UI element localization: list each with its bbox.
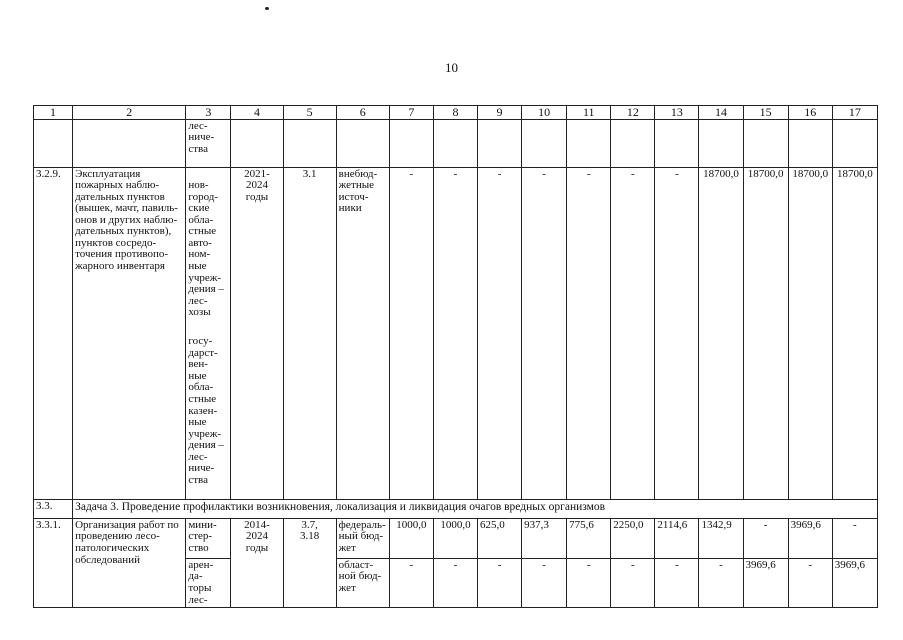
executor-autonomous: нов- город- ские обла- стные авто- ном- ные учреж- дения – лес- хозы [188,179,224,319]
header-cell: 10 [522,106,567,120]
value-cell: 18700,0 [743,167,788,499]
row-number: 3.3. [34,499,73,518]
value-cell: 625,0 [477,518,521,558]
value-cell: - [567,167,611,499]
table-row [34,518,878,558]
value-cell: - [389,167,433,499]
header-cell: 14 [699,106,743,120]
header-cell: 8 [433,106,477,120]
value-cell: - [655,558,699,607]
indicator-cell: 3.1 [283,167,336,499]
header-cell: 15 [743,106,788,120]
header-cell: 2 [73,106,186,120]
source-cell: федераль- ный бюд- жет [336,518,389,558]
value-cell: - [567,558,611,607]
header-cell: 16 [788,106,832,120]
source-cell: внебюд- жетные источ- ники [336,167,389,499]
value-cell: - [389,558,433,607]
term-cell: 2021- 2024 годы [231,167,283,499]
value-cell: - [832,518,877,558]
value-cell: - [611,558,655,607]
source-cell: област- ной бюд- жет [336,558,389,607]
value-cell: 937,3 [522,518,567,558]
header-cell: 3 [186,106,231,120]
value-cell: - [433,167,477,499]
value-cell: 3969,6 [832,558,877,607]
value-cell: 1342,9 [699,518,743,558]
measure-name: Эксплуатация пожарных наблю-дательных пунктов (вышек, мачт, павиль-онов и других наблю-дательных пунктов), пунктов сосредо-точения противопо-жарного инвентаря [73,167,186,499]
row-number: 3.2.9. [34,167,73,499]
value-cell: - [611,167,655,499]
value-cell: - [522,167,567,499]
header-row [34,106,878,120]
value-cell: 18700,0 [788,167,832,499]
value-cell: 18700,0 [832,167,877,499]
header-cell: 1 [34,106,73,120]
value-cell: 3969,6 [788,518,832,558]
value-cell: 775,6 [567,518,611,558]
value-cell: - [433,558,477,607]
measure-name: Организация работ по проведению лесо-патологических обследований [73,518,186,607]
executor-cell: лес- ниче- ства [186,119,231,167]
value-cell: 2114,6 [655,518,699,558]
value-cell: 18700,0 [699,167,743,499]
executor-cell: мини- стер- ство [186,518,231,558]
page-number: 10 [445,60,458,75]
executor-state: госу- дарст- вен- ные обла- стные казен- ные учреж- дения – лес- ниче- ства [188,335,224,486]
header-cell: 7 [389,106,433,120]
term-cell: 2014- 2024 годы [231,518,283,607]
program-table [33,105,878,608]
indicator-cell: 3.7, 3.18 [283,518,336,607]
header-cell: 9 [477,106,521,120]
task-title: Задача 3. Проведение профилактики возникновения, локализация и ликвидация очагов вредных организмов [73,499,878,518]
value-cell: - [788,558,832,607]
value-cell: 1000,0 [433,518,477,558]
value-cell: - [477,558,521,607]
table-row [34,167,878,499]
value-cell: 2250,0 [611,518,655,558]
header-cell: 17 [832,106,877,120]
value-cell: - [522,558,567,607]
header-cell: 4 [231,106,283,120]
value-cell: - [743,518,788,558]
value-cell: 1000,0 [389,518,433,558]
header-cell: 11 [567,106,611,120]
value-cell: - [655,167,699,499]
scan-speck [265,7,269,10]
header-cell: 13 [655,106,699,120]
value-cell: - [699,558,743,607]
executor-cell: арен- да- торы лес- [186,558,231,607]
value-cell: 3969,6 [743,558,788,607]
executor-cell [186,167,231,499]
value-cell: - [477,167,521,499]
header-cell: 5 [283,106,336,120]
table-row [34,119,878,167]
header-cell: 12 [611,106,655,120]
header-cell: 6 [336,106,389,120]
row-number: 3.3.1. [34,518,73,607]
table-row [34,499,878,518]
